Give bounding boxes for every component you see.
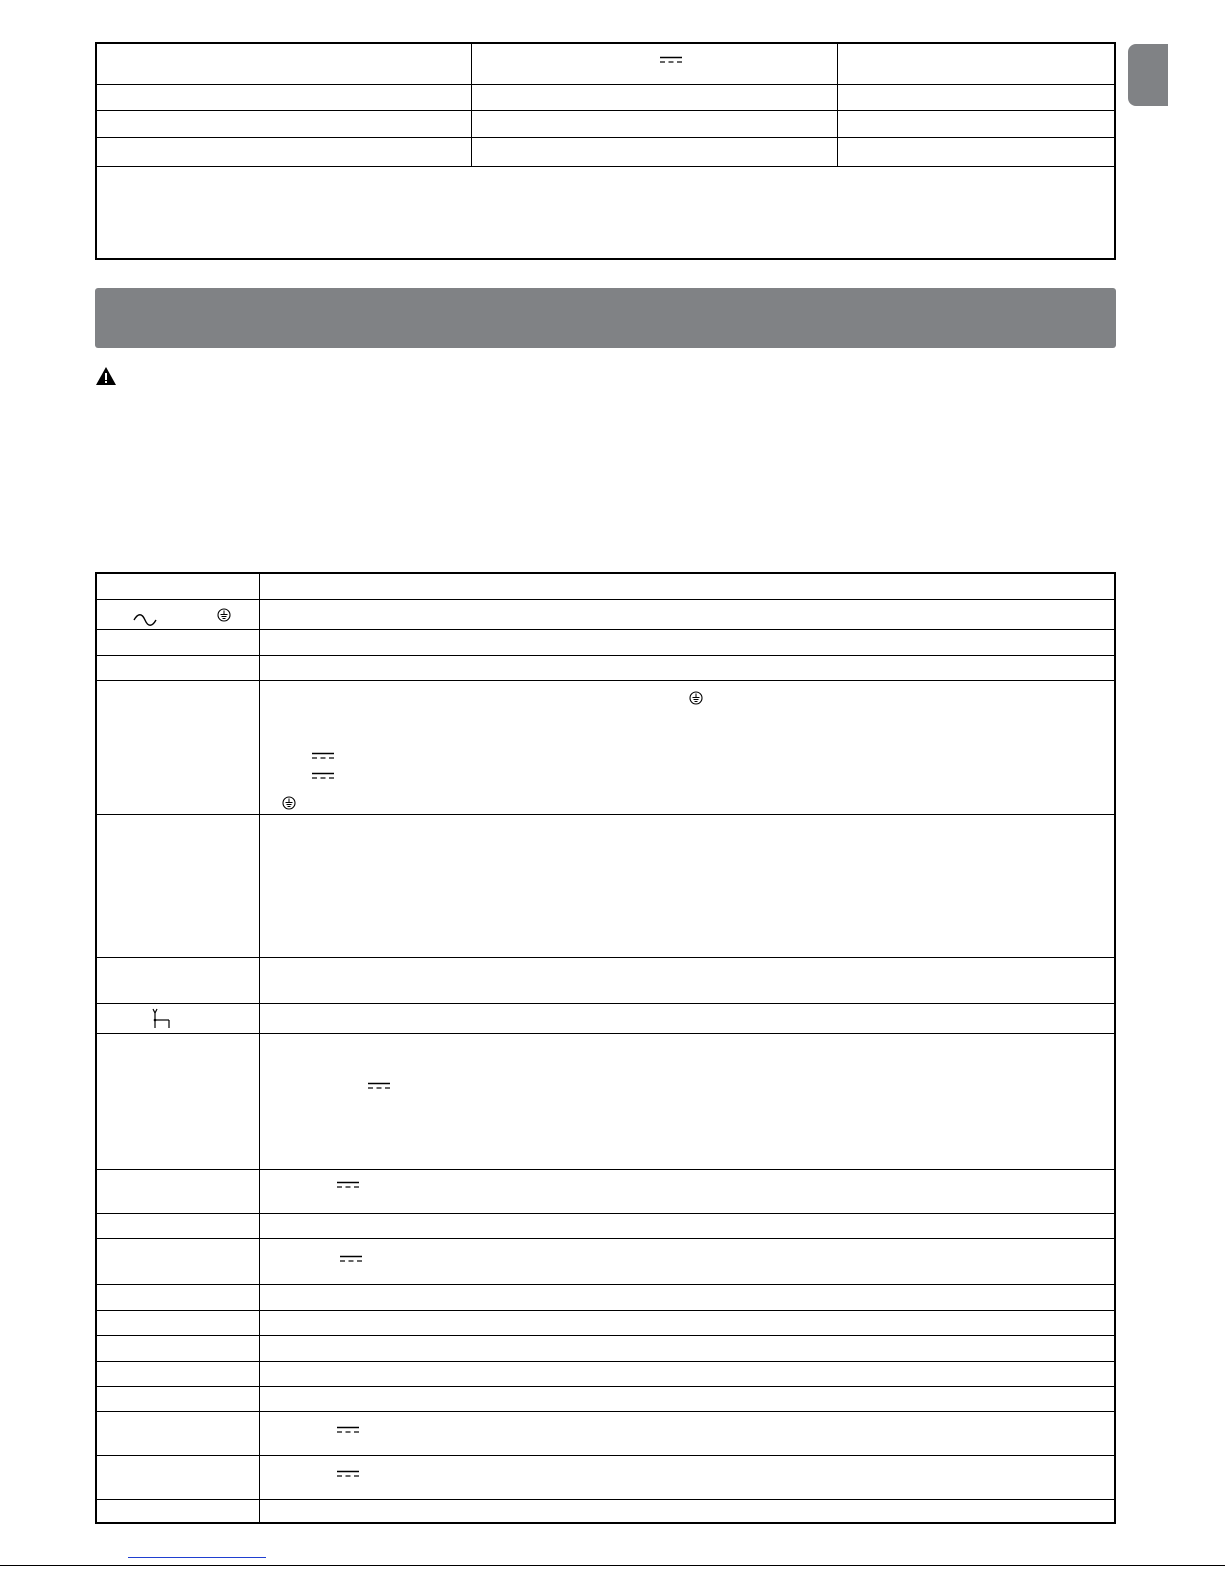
spec-row-divider	[97, 1284, 1114, 1285]
spec-row-divider	[97, 1499, 1114, 1500]
spec-table-column-divider	[259, 574, 260, 1522]
antenna-icon	[149, 1007, 173, 1029]
top-table-row-divider	[97, 137, 1114, 138]
footer-link-underline[interactable]	[128, 1557, 266, 1558]
section-header-band	[95, 288, 1116, 348]
footer-rule	[0, 1565, 1225, 1566]
top-table-row-divider	[97, 84, 1114, 85]
dc-current-icon	[337, 1426, 359, 1434]
spec-row-divider	[97, 655, 1114, 656]
spec-row-divider	[97, 1361, 1114, 1362]
spec-row-divider	[97, 680, 1114, 681]
spec-row-divider	[97, 1033, 1114, 1034]
dc-current-icon	[660, 56, 682, 64]
specifications-table	[95, 572, 1116, 1524]
top-table	[95, 42, 1116, 260]
dc-current-icon	[337, 1470, 359, 1478]
spec-row-divider	[97, 1310, 1114, 1311]
top-table-row-divider	[97, 166, 1114, 167]
top-table-col-divider	[471, 44, 472, 167]
ac-sine-icon	[133, 614, 157, 626]
spec-row-divider	[97, 1169, 1114, 1170]
spec-row-divider	[97, 1411, 1114, 1412]
dc-current-icon	[312, 752, 334, 760]
dc-current-icon	[340, 1255, 362, 1263]
earth-ground-icon	[282, 796, 296, 810]
earth-ground-icon	[689, 691, 703, 705]
spec-row-divider	[97, 957, 1114, 958]
warning-triangle-icon	[95, 366, 117, 386]
spec-row-divider	[97, 1003, 1114, 1004]
dc-current-icon	[337, 1181, 359, 1189]
spec-row-divider	[97, 1386, 1114, 1387]
spec-row-divider	[97, 1238, 1114, 1239]
top-table-row-divider	[97, 110, 1114, 111]
language-tab[interactable]	[1128, 44, 1168, 106]
spec-row-divider	[97, 599, 1114, 600]
spec-row-divider	[97, 1213, 1114, 1214]
spec-row-divider	[97, 1335, 1114, 1336]
spec-row-divider	[97, 629, 1114, 630]
spec-row-divider	[97, 1455, 1114, 1456]
top-table-col-divider	[837, 44, 838, 167]
dc-current-icon	[368, 1082, 390, 1090]
dc-current-icon	[312, 772, 334, 780]
spec-row-divider	[97, 814, 1114, 815]
earth-ground-icon	[217, 608, 231, 622]
